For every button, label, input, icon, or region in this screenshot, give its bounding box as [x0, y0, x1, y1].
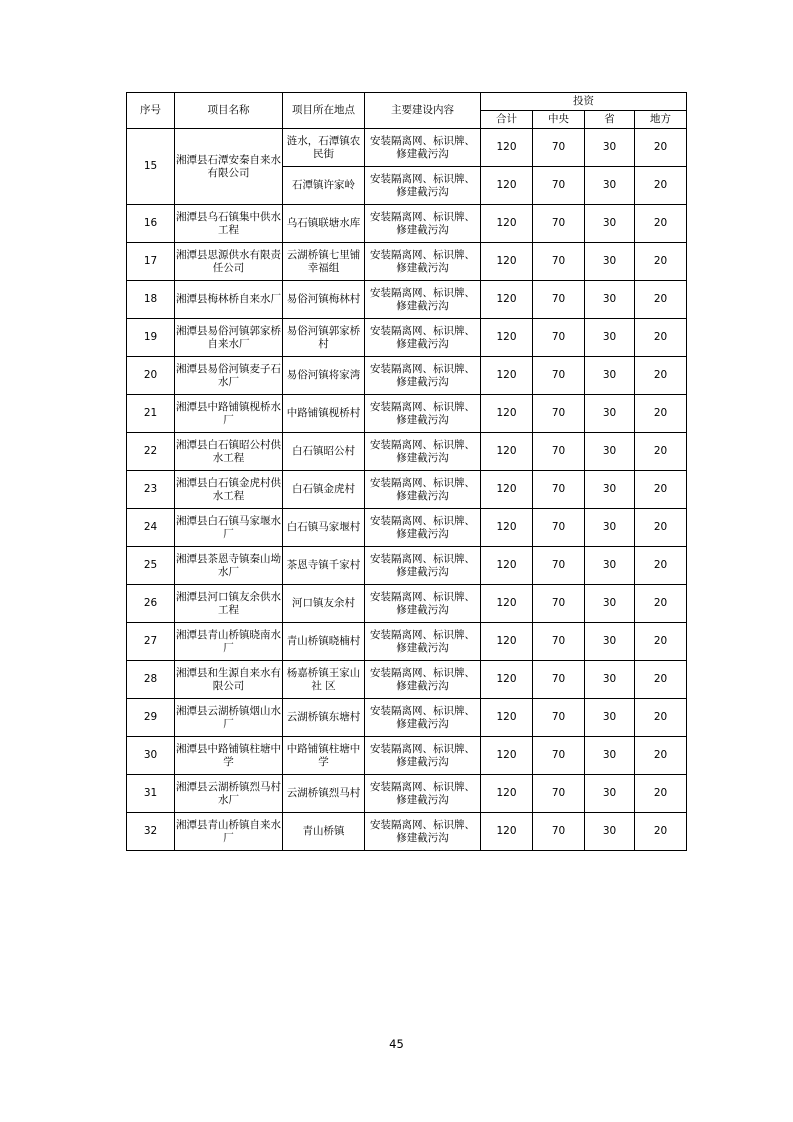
cell-total: 120 [481, 623, 533, 661]
cell-seq: 31 [127, 775, 175, 813]
cell-total: 120 [481, 471, 533, 509]
table-body [127, 129, 687, 851]
cell-province: 30 [585, 547, 635, 585]
cell-local: 20 [635, 699, 687, 737]
header-project-name: 项目名称 [175, 93, 283, 129]
cell-local: 20 [635, 281, 687, 319]
cell-project-name: 湘潭县白石镇马家堰水厂 [175, 509, 283, 547]
cell-central: 70 [533, 357, 585, 395]
cell-province: 30 [585, 205, 635, 243]
cell-content: 安装隔离网、标识牌、修建截污沟 [365, 585, 481, 623]
cell-central: 70 [533, 395, 585, 433]
cell-total: 120 [481, 661, 533, 699]
cell-central: 70 [533, 205, 585, 243]
cell-seq: 18 [127, 281, 175, 319]
table-row [127, 547, 687, 585]
cell-central: 70 [533, 813, 585, 851]
cell-content: 安装隔离网、标识牌、修建截污沟 [365, 433, 481, 471]
cell-province: 30 [585, 357, 635, 395]
table-row [127, 433, 687, 471]
cell-province: 30 [585, 243, 635, 281]
cell-central: 70 [533, 319, 585, 357]
page-number: 45 [389, 1037, 404, 1051]
cell-local: 20 [635, 433, 687, 471]
cell-central: 70 [533, 585, 585, 623]
cell-project-name: 湘潭县云湖桥镇烟山水厂 [175, 699, 283, 737]
cell-location: 易俗河镇梅林村 [283, 281, 365, 319]
cell-location: 云湖桥镇烈马村 [283, 775, 365, 813]
cell-central: 70 [533, 433, 585, 471]
cell-seq: 26 [127, 585, 175, 623]
cell-total: 120 [481, 699, 533, 737]
header-total: 合计 [481, 111, 533, 129]
cell-province: 30 [585, 395, 635, 433]
cell-project-name: 湘潭县乌石镇集中供水工程 [175, 205, 283, 243]
cell-province: 30 [585, 281, 635, 319]
cell-total: 120 [481, 167, 533, 205]
cell-project-name: 湘潭县和生源自来水有限公司 [175, 661, 283, 699]
cell-province: 30 [585, 737, 635, 775]
cell-location: 中路铺镇枧桥村 [283, 395, 365, 433]
cell-local: 20 [635, 167, 687, 205]
table-row [127, 737, 687, 775]
cell-local: 20 [635, 243, 687, 281]
cell-total: 120 [481, 205, 533, 243]
cell-local: 20 [635, 661, 687, 699]
cell-location: 杨嘉桥镇王家山社 区 [283, 661, 365, 699]
cell-local: 20 [635, 585, 687, 623]
header-investment: 投资 [481, 93, 687, 111]
cell-content: 安装隔离网、标识牌、修建截污沟 [365, 471, 481, 509]
cell-seq: 32 [127, 813, 175, 851]
cell-location: 石潭镇许家岭 [283, 167, 365, 205]
cell-total: 120 [481, 547, 533, 585]
header-central: 中央 [533, 111, 585, 129]
table-row [127, 813, 687, 851]
cell-project-name: 湘潭县易俗河镇郭家桥自来水厂 [175, 319, 283, 357]
table-row [127, 699, 687, 737]
cell-seq: 24 [127, 509, 175, 547]
cell-project-name: 湘潭县青山桥镇自来水厂 [175, 813, 283, 851]
cell-local: 20 [635, 737, 687, 775]
header-seq: 序号 [127, 93, 175, 129]
cell-location: 云湖桥镇东塘村 [283, 699, 365, 737]
table-row [127, 395, 687, 433]
cell-content: 安装隔离网、标识牌、修建截污沟 [365, 167, 481, 205]
cell-project-name: 湘潭县石潭安秦自来水有限公司 [175, 129, 283, 205]
cell-project-name: 湘潭县梅林桥自来水厂 [175, 281, 283, 319]
cell-content: 安装隔离网、标识牌、修建截污沟 [365, 243, 481, 281]
cell-central: 70 [533, 699, 585, 737]
cell-local: 20 [635, 775, 687, 813]
table-row [127, 471, 687, 509]
table-row [127, 281, 687, 319]
cell-content: 安装隔离网、标识牌、修建截污沟 [365, 623, 481, 661]
cell-local: 20 [635, 813, 687, 851]
cell-seq: 22 [127, 433, 175, 471]
table-row [127, 509, 687, 547]
cell-local: 20 [635, 205, 687, 243]
cell-central: 70 [533, 167, 585, 205]
cell-province: 30 [585, 129, 635, 167]
cell-central: 70 [533, 129, 585, 167]
cell-province: 30 [585, 585, 635, 623]
cell-province: 30 [585, 509, 635, 547]
cell-location: 白石镇昭公村 [283, 433, 365, 471]
header-content: 主要建设内容 [365, 93, 481, 129]
cell-project-name: 湘潭县中路铺镇枧桥水厂 [175, 395, 283, 433]
cell-location: 中路铺镇柱塘中学 [283, 737, 365, 775]
cell-local: 20 [635, 319, 687, 357]
investment-table [126, 92, 687, 851]
cell-location: 易俗河镇将家湾 [283, 357, 365, 395]
cell-seq: 16 [127, 205, 175, 243]
cell-project-name: 湘潭县青山桥镇晓南水厂 [175, 623, 283, 661]
table-row [127, 357, 687, 395]
cell-central: 70 [533, 661, 585, 699]
cell-location: 青山桥镇晓楠村 [283, 623, 365, 661]
cell-central: 70 [533, 509, 585, 547]
cell-content: 安装隔离网、标识牌、修建截污沟 [365, 661, 481, 699]
cell-local: 20 [635, 395, 687, 433]
cell-seq: 21 [127, 395, 175, 433]
cell-content: 安装隔离网、标识牌、修建截污沟 [365, 395, 481, 433]
cell-content: 安装隔离网、标识牌、修建截污沟 [365, 205, 481, 243]
cell-province: 30 [585, 623, 635, 661]
cell-seq: 20 [127, 357, 175, 395]
cell-content: 安装隔离网、标识牌、修建截污沟 [365, 737, 481, 775]
cell-location: 涟水，石潭镇农民街 [283, 129, 365, 167]
cell-province: 30 [585, 167, 635, 205]
cell-total: 120 [481, 433, 533, 471]
table-row [127, 319, 687, 357]
cell-local: 20 [635, 509, 687, 547]
cell-content: 安装隔离网、标识牌、修建截污沟 [365, 775, 481, 813]
cell-local: 20 [635, 623, 687, 661]
cell-central: 70 [533, 737, 585, 775]
cell-location: 白石镇金虎村 [283, 471, 365, 509]
cell-province: 30 [585, 699, 635, 737]
cell-location: 易俗河镇郭家桥村 [283, 319, 365, 357]
cell-content: 安装隔离网、标识牌、修建截污沟 [365, 813, 481, 851]
cell-seq: 28 [127, 661, 175, 699]
cell-local: 20 [635, 547, 687, 585]
table-row [127, 243, 687, 281]
header-province: 省 [585, 111, 635, 129]
cell-total: 120 [481, 319, 533, 357]
cell-project-name: 湘潭县思源供水有限责任公司 [175, 243, 283, 281]
cell-local: 20 [635, 471, 687, 509]
cell-content: 安装隔离网、标识牌、修建截污沟 [365, 547, 481, 585]
cell-location: 白石镇马家堰村 [283, 509, 365, 547]
cell-project-name: 湘潭县中路铺镇柱塘中学 [175, 737, 283, 775]
cell-seq: 23 [127, 471, 175, 509]
cell-location: 云湖桥镇七里铺幸福组 [283, 243, 365, 281]
table-row [127, 661, 687, 699]
cell-project-name: 湘潭县白石镇金虎村供水工程 [175, 471, 283, 509]
table-row [127, 585, 687, 623]
cell-content: 安装隔离网、标识牌、修建截污沟 [365, 281, 481, 319]
cell-total: 120 [481, 281, 533, 319]
cell-seq: 29 [127, 699, 175, 737]
cell-central: 70 [533, 547, 585, 585]
cell-total: 120 [481, 243, 533, 281]
investment-table-container [126, 92, 686, 851]
cell-total: 120 [481, 813, 533, 851]
header-location: 项目所在地点 [283, 93, 365, 129]
cell-total: 120 [481, 585, 533, 623]
cell-local: 20 [635, 129, 687, 167]
cell-project-name: 湘潭县云湖桥镇烈马村水厂 [175, 775, 283, 813]
cell-total: 120 [481, 357, 533, 395]
table-row [127, 623, 687, 661]
cell-total: 120 [481, 737, 533, 775]
cell-content: 安装隔离网、标识牌、修建截污沟 [365, 319, 481, 357]
cell-project-name: 湘潭县河口镇友余供水工程 [175, 585, 283, 623]
cell-local: 20 [635, 357, 687, 395]
cell-seq: 30 [127, 737, 175, 775]
cell-total: 120 [481, 509, 533, 547]
cell-seq: 27 [127, 623, 175, 661]
cell-province: 30 [585, 661, 635, 699]
cell-central: 70 [533, 775, 585, 813]
cell-seq: 15 [127, 129, 175, 205]
cell-total: 120 [481, 129, 533, 167]
cell-project-name: 湘潭县白石镇昭公村供水工程 [175, 433, 283, 471]
cell-project-name: 湘潭县易俗河镇麦子石水厂 [175, 357, 283, 395]
cell-seq: 19 [127, 319, 175, 357]
cell-content: 安装隔离网、标识牌、修建截污沟 [365, 129, 481, 167]
table-header [127, 93, 687, 129]
cell-content: 安装隔离网、标识牌、修建截污沟 [365, 357, 481, 395]
header-local: 地方 [635, 111, 687, 129]
table-header-row-1 [127, 93, 687, 111]
cell-central: 70 [533, 243, 585, 281]
cell-seq: 25 [127, 547, 175, 585]
cell-content: 安装隔离网、标识牌、修建截污沟 [365, 509, 481, 547]
table-row [127, 129, 687, 167]
cell-seq: 17 [127, 243, 175, 281]
cell-content: 安装隔离网、标识牌、修建截污沟 [365, 699, 481, 737]
cell-total: 120 [481, 395, 533, 433]
cell-central: 70 [533, 623, 585, 661]
cell-total: 120 [481, 775, 533, 813]
cell-project-name: 湘潭县茶恩寺镇秦山坳水厂 [175, 547, 283, 585]
cell-central: 70 [533, 471, 585, 509]
cell-province: 30 [585, 471, 635, 509]
cell-central: 70 [533, 281, 585, 319]
cell-location: 茶恩寺镇千家村 [283, 547, 365, 585]
cell-province: 30 [585, 813, 635, 851]
cell-location: 青山桥镇 [283, 813, 365, 851]
cell-province: 30 [585, 319, 635, 357]
cell-province: 30 [585, 775, 635, 813]
table-row [127, 775, 687, 813]
table-row [127, 205, 687, 243]
cell-location: 河口镇友余村 [283, 585, 365, 623]
cell-province: 30 [585, 433, 635, 471]
cell-location: 乌石镇联塘水库 [283, 205, 365, 243]
